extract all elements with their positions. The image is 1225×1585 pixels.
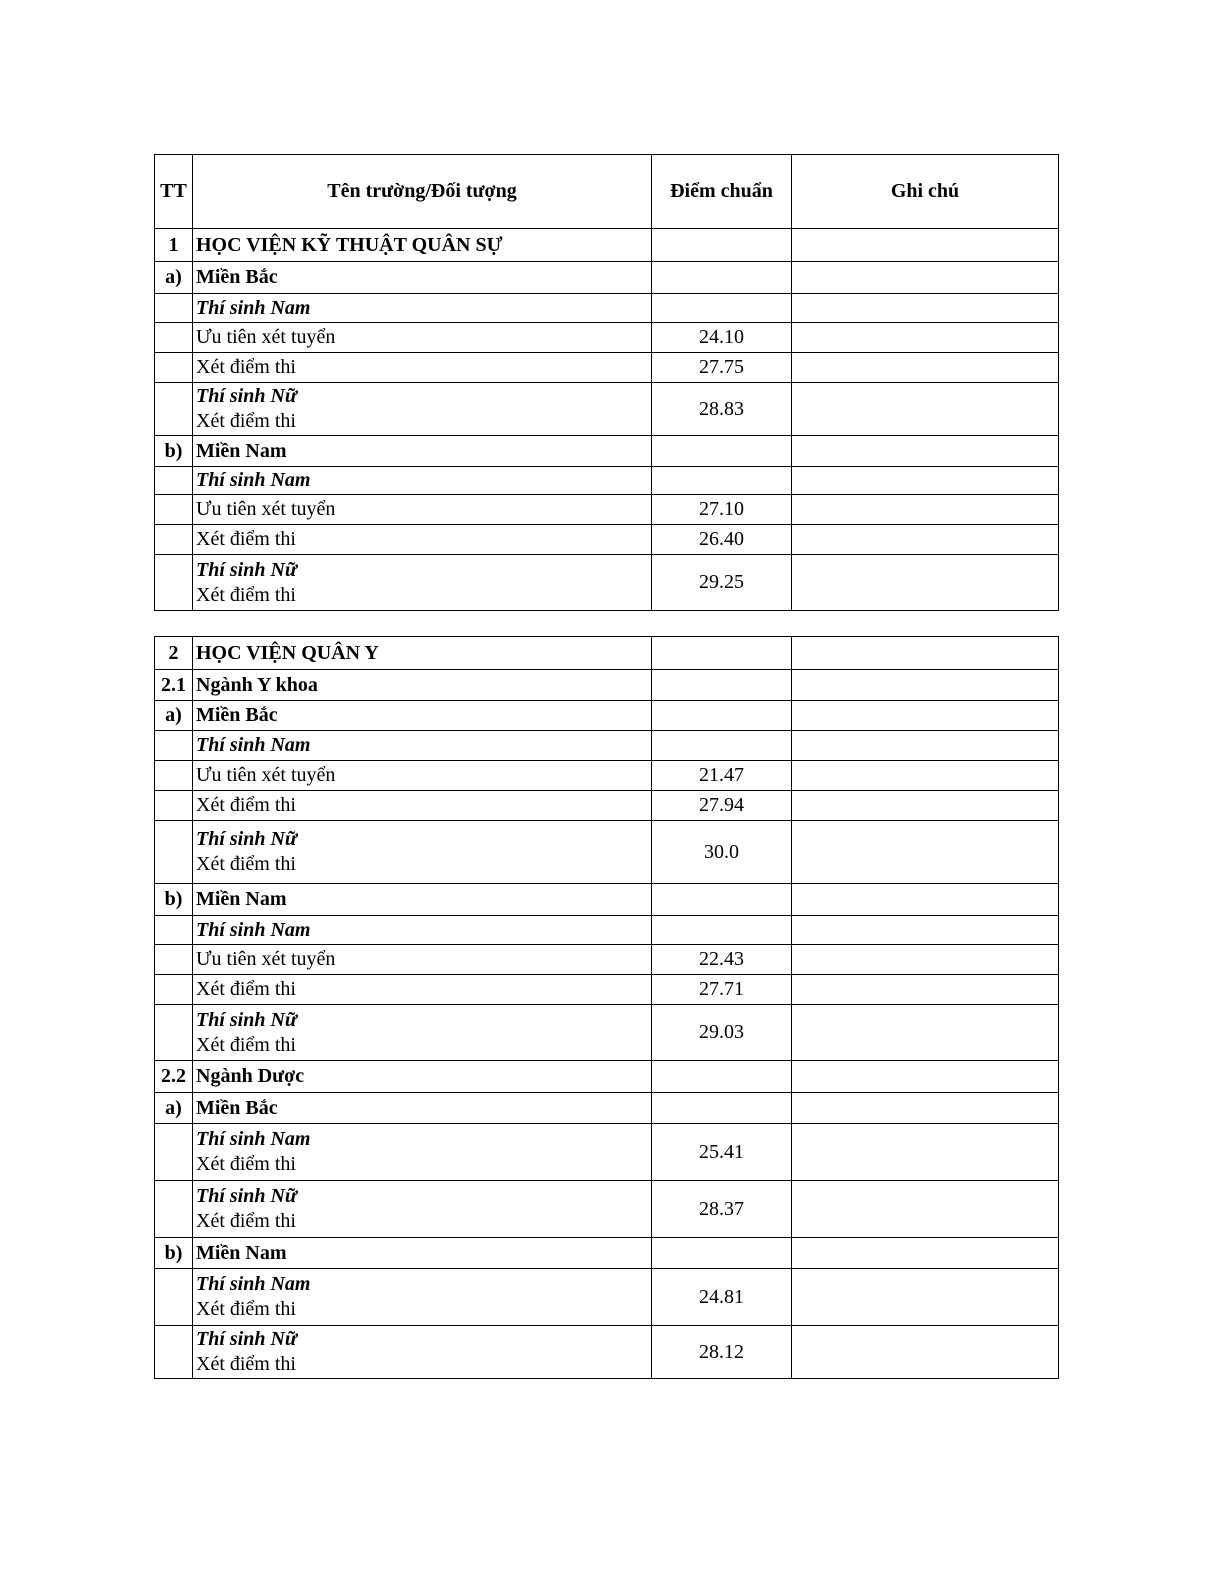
- row-note: [792, 701, 1059, 731]
- table-row: [155, 436, 1059, 467]
- row-name-line: Ưu tiên xét tuyển: [196, 764, 336, 786]
- row-index: [155, 1124, 193, 1181]
- row-score: 26.40: [652, 525, 792, 555]
- row-index: [155, 1181, 193, 1238]
- page-gap: [150, 611, 1062, 635]
- header-tt: TT: [155, 155, 193, 229]
- row-index: 2.2: [155, 1061, 193, 1093]
- row-name: [193, 975, 652, 1005]
- row-name-line: Xét điểm thi: [196, 1298, 296, 1320]
- row-name-line: Thí sinh Nam: [196, 469, 311, 491]
- table-row: [155, 731, 1059, 761]
- row-score: 24.81: [652, 1269, 792, 1326]
- row-note: [792, 731, 1059, 761]
- row-note: [792, 383, 1059, 436]
- table-row: [155, 670, 1059, 701]
- row-note: [792, 1005, 1059, 1061]
- row-index: [155, 731, 193, 761]
- row-score: [652, 701, 792, 731]
- table-row: [155, 701, 1059, 731]
- row-index: [155, 495, 193, 525]
- row-note: [792, 555, 1059, 611]
- row-name-line: Xét điểm thi: [196, 794, 296, 816]
- row-name: [193, 945, 652, 975]
- row-note: [792, 1124, 1059, 1181]
- row-name-line: Xét điểm thi: [196, 853, 296, 875]
- row-name: [193, 1061, 652, 1093]
- row-name-line: Miền Bắc: [196, 1096, 278, 1119]
- header-name: Tên trường/Đối tượng: [193, 155, 652, 229]
- row-index: b): [155, 436, 193, 467]
- row-score: [652, 637, 792, 670]
- row-note: [792, 323, 1059, 353]
- row-name: [193, 555, 652, 611]
- row-index: [155, 1005, 193, 1061]
- table-row: [155, 1181, 1059, 1238]
- row-name-line: Thí sinh Nữ: [196, 558, 297, 581]
- row-name-line: Xét điểm thi: [196, 410, 296, 432]
- row-note: [792, 975, 1059, 1005]
- row-score: [652, 1093, 792, 1124]
- row-score: [652, 467, 792, 495]
- row-name: [193, 1181, 652, 1238]
- row-score: [652, 916, 792, 945]
- row-note: [792, 884, 1059, 916]
- row-name: [193, 791, 652, 821]
- row-note: [792, 495, 1059, 525]
- table-row: [155, 1124, 1059, 1181]
- row-name: [193, 383, 652, 436]
- row-note: [792, 229, 1059, 262]
- table-row: [155, 761, 1059, 791]
- row-score: [652, 229, 792, 262]
- row-name: [193, 436, 652, 467]
- table-row: [155, 323, 1059, 353]
- row-score: [652, 731, 792, 761]
- row-note: [792, 262, 1059, 294]
- row-name-line: Miền Nam: [196, 439, 287, 462]
- row-name-line: Thí sinh Nữ: [196, 828, 297, 850]
- row-note: [792, 1238, 1059, 1269]
- row-score: [652, 436, 792, 467]
- admission-score-table-2: [154, 636, 1059, 1379]
- table-row: [155, 555, 1059, 611]
- row-note: [792, 353, 1059, 383]
- table-row: [155, 525, 1059, 555]
- table-2-body: [155, 637, 1059, 1379]
- row-index: [155, 916, 193, 945]
- row-score: [652, 1061, 792, 1093]
- row-name: [193, 731, 652, 761]
- row-name-line: Miền Bắc: [196, 266, 278, 288]
- row-index: [155, 761, 193, 791]
- row-score: 27.75: [652, 353, 792, 383]
- row-score: 30.0: [652, 821, 792, 884]
- row-name-line: Thí sinh Nữ: [196, 1008, 297, 1031]
- row-score: [652, 262, 792, 294]
- header-score: Điểm chuẩn: [652, 155, 792, 229]
- table-row: [155, 1061, 1059, 1093]
- row-name: [193, 1269, 652, 1326]
- table-row: [155, 945, 1059, 975]
- row-note: [792, 761, 1059, 791]
- row-name-line: HỌC VIỆN QUÂN Y: [196, 641, 379, 664]
- row-name: [193, 1124, 652, 1181]
- row-name: [193, 821, 652, 884]
- table-row: [155, 637, 1059, 670]
- row-note: [792, 1326, 1059, 1379]
- row-name-line: Ưu tiên xét tuyển: [196, 498, 336, 520]
- row-name: [193, 670, 652, 701]
- row-score: 24.10: [652, 323, 792, 353]
- row-name: [193, 1326, 652, 1379]
- row-name-line: Xét điểm thi: [196, 978, 296, 1000]
- row-index: 1: [155, 229, 193, 262]
- table-row: [155, 467, 1059, 495]
- row-name: [193, 467, 652, 495]
- table-row: [155, 1238, 1059, 1269]
- table-row: [155, 353, 1059, 383]
- row-name-line: Xét điểm thi: [196, 528, 296, 550]
- row-note: [792, 294, 1059, 323]
- row-note: [792, 1181, 1059, 1238]
- row-index: 2: [155, 637, 193, 670]
- row-index: a): [155, 701, 193, 731]
- row-index: [155, 383, 193, 436]
- admission-score-table-1: [154, 154, 1059, 611]
- table-1-body: [155, 229, 1059, 611]
- row-name-line: Miền Nam: [196, 888, 287, 910]
- row-index: [155, 323, 193, 353]
- row-name-line: Xét điểm thi: [196, 1353, 296, 1375]
- table-row: [155, 495, 1059, 525]
- row-index: [155, 1326, 193, 1379]
- row-name-line: Thí sinh Nam: [196, 1273, 311, 1295]
- row-name: [193, 353, 652, 383]
- row-score: [652, 884, 792, 916]
- row-score: [652, 1238, 792, 1269]
- row-name: [193, 761, 652, 791]
- row-note: [792, 1093, 1059, 1124]
- row-note: [792, 916, 1059, 945]
- row-name-line: Thí sinh Nam: [196, 1128, 311, 1150]
- row-name-line: Thí sinh Nam: [196, 734, 311, 756]
- row-score: 22.43: [652, 945, 792, 975]
- row-name-line: Xét điểm thi: [196, 583, 296, 606]
- row-name: [193, 916, 652, 945]
- header-note: Ghi chú: [792, 155, 1059, 229]
- table-row: [155, 1093, 1059, 1124]
- row-index: [155, 945, 193, 975]
- row-score: 28.12: [652, 1326, 792, 1379]
- row-name-line: Miền Bắc: [196, 704, 278, 726]
- row-name: [193, 262, 652, 294]
- row-score: 29.25: [652, 555, 792, 611]
- table-row: [155, 1326, 1059, 1379]
- row-index: [155, 294, 193, 323]
- row-index: [155, 555, 193, 611]
- table-row: [155, 975, 1059, 1005]
- row-name: [193, 884, 652, 916]
- row-name: [193, 701, 652, 731]
- table-header-row: [155, 155, 1059, 229]
- row-index: [155, 975, 193, 1005]
- row-score: [652, 670, 792, 701]
- table-row: [155, 884, 1059, 916]
- row-index: b): [155, 1238, 193, 1269]
- row-name-line: HỌC VIỆN KỸ THUẬT QUÂN SỰ: [196, 233, 503, 256]
- row-index: [155, 1269, 193, 1326]
- row-score: 25.41: [652, 1124, 792, 1181]
- table-row: [155, 1005, 1059, 1061]
- table-row: [155, 1269, 1059, 1326]
- row-index: a): [155, 262, 193, 294]
- row-name-line: Ngành Dược: [196, 1065, 305, 1087]
- row-score: 28.37: [652, 1181, 792, 1238]
- row-name-line: Thí sinh Nữ: [196, 1185, 297, 1207]
- row-note: [792, 1269, 1059, 1326]
- table-row: [155, 383, 1059, 436]
- table-row: [155, 294, 1059, 323]
- row-index: b): [155, 884, 193, 916]
- row-note: [792, 791, 1059, 821]
- row-note: [792, 467, 1059, 495]
- row-score: 29.03: [652, 1005, 792, 1061]
- row-index: [155, 353, 193, 383]
- row-note: [792, 436, 1059, 467]
- row-name: [193, 294, 652, 323]
- row-index: 2.1: [155, 670, 193, 701]
- row-index: [155, 791, 193, 821]
- row-name: [193, 1005, 652, 1061]
- row-index: [155, 467, 193, 495]
- row-index: [155, 821, 193, 884]
- row-score: 27.10: [652, 495, 792, 525]
- table-row: [155, 262, 1059, 294]
- row-name-line: Xét điểm thi: [196, 1210, 296, 1232]
- row-name-line: Thí sinh Nữ: [196, 1328, 297, 1350]
- row-score: 27.94: [652, 791, 792, 821]
- row-name-line: Ưu tiên xét tuyển: [196, 326, 336, 348]
- row-index: a): [155, 1093, 193, 1124]
- table-row: [155, 229, 1059, 262]
- row-name-line: Thí sinh Nam: [196, 918, 311, 941]
- row-note: [792, 945, 1059, 975]
- row-name-line: Xét điểm thi: [196, 356, 296, 378]
- row-score: [652, 294, 792, 323]
- row-name-line: Ngành Y khoa: [196, 673, 318, 696]
- row-name-line: Ưu tiên xét tuyển: [196, 948, 336, 970]
- table-row: [155, 791, 1059, 821]
- row-name-line: Xét điểm thi: [196, 1033, 296, 1056]
- row-name-line: Miền Nam: [196, 1241, 287, 1264]
- row-name: [193, 495, 652, 525]
- row-note: [792, 637, 1059, 670]
- row-score: 27.71: [652, 975, 792, 1005]
- row-name-line: Thí sinh Nam: [196, 296, 311, 319]
- row-name-line: Thí sinh Nữ: [196, 385, 297, 407]
- row-name-line: Xét điểm thi: [196, 1153, 296, 1175]
- row-score: 28.83: [652, 383, 792, 436]
- row-name: [193, 1238, 652, 1269]
- table-row: [155, 916, 1059, 945]
- row-name: [193, 323, 652, 353]
- row-note: [792, 1061, 1059, 1093]
- row-score: 21.47: [652, 761, 792, 791]
- row-note: [792, 821, 1059, 884]
- row-name: [193, 1093, 652, 1124]
- table-row: [155, 821, 1059, 884]
- row-name: [193, 525, 652, 555]
- row-note: [792, 525, 1059, 555]
- row-name: [193, 229, 652, 262]
- row-name: [193, 637, 652, 670]
- row-note: [792, 670, 1059, 701]
- row-index: [155, 525, 193, 555]
